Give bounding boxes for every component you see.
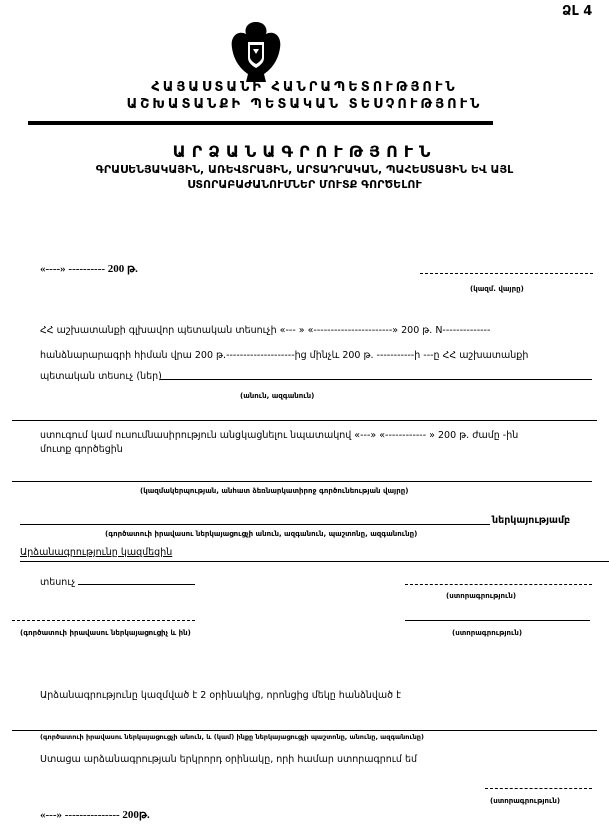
header-republic: ՀԱՅԱՍՏԱՆԻ ՀԱՆՐԱՊԵՏՈՒԹՅՈՒՆ	[151, 80, 458, 95]
copies-statement: Արձանագրությունը կազմված է 2 օրինակից, որոնցից մեկը հանձնված է	[40, 690, 401, 701]
place-caption: (կազմ. վայրը)	[470, 285, 524, 293]
final-date-line[interactable]: «---» --------------- 200թ.	[40, 809, 150, 821]
document-title: ԱՐՁԱՆԱԳՐՈՒԹՅՈՒՆ	[172, 142, 437, 161]
header-inspectorate: ԱՇԽԱՏԱՆՔԻ ՊԵՏԱԿԱՆ ՏԵՍՉՈՒԹՅՈՒՆ	[126, 97, 483, 112]
form-code: ՁԼ 4	[562, 4, 593, 19]
document-subtitle-1: ԳՐԱՍԵՆՅԱԿԱՅԻՆ, ԱՌԵՎՏՐԱՅԻՆ, ԱՐՏԱԴՐԱԿԱՆ, ՊԱՀԵՍՏԱՅԻՆ ԵՎ ԱՅԼ	[95, 163, 514, 176]
employer-rep-caption: (գործատուի իրավասու ներկայացուցիչ և ին)	[20, 629, 191, 637]
place-field[interactable]	[420, 273, 593, 274]
inspector-name-field-2[interactable]	[12, 420, 597, 421]
name-caption: (անուն, ազգանուն)	[240, 392, 315, 400]
body-line-1: ՀՀ աշխատանքի գլխավոր պետական տեսուչի «--- » «-----------------------» 200 թ. N--------------	[40, 325, 491, 336]
signature-caption-1: (ստորագրություն)	[446, 592, 517, 600]
signature-caption-2: (ստորագրություն)	[452, 629, 523, 637]
coat-of-arms-emblem	[226, 18, 286, 84]
composed-by-label: Արձանագրությունը կազմեցին	[20, 547, 173, 558]
employer-caption: (գործատուի իրավասու ներկայացուցչի անուն, ազգանուն, պաշտոնը, ազգանունը)	[105, 530, 418, 538]
date-line[interactable]: «----» ---------- 200 թ.	[40, 263, 138, 275]
employer-signature-field[interactable]	[405, 620, 590, 621]
body-line-4a: ստուգում կամ ուսումնասիրություն անցկացնելու նպատակով «---» «------------ » 200 թ. ժամը -ին	[40, 430, 519, 441]
organization-field[interactable]	[12, 481, 592, 482]
document-subtitle-2: ՍՏՈՐԱԲԱԺԱՆՈՒՄՆԵՐ ՄՈՒՏՔ ԳՈՐԾԵԼՈՒ	[187, 178, 422, 191]
composed-by-field[interactable]	[20, 561, 609, 562]
inspector-label: տեսուչ	[40, 577, 76, 588]
organization-caption: (կազմակերպության, անհատ ձեռնարկատիրոջ գործունեության վայրը)	[140, 487, 409, 495]
inspector-field[interactable]	[78, 584, 195, 585]
recipient-signature-field[interactable]	[485, 788, 592, 789]
body-line-2: հանձնարարագրի հիման վրա 200 թ.--------------------ից մինչև 200 թ. -----------ի ---ը ՀՀ աշխատանքի	[40, 350, 529, 361]
received-statement: Ստացա արձանագրության երկրորդ օրինակը, որի համար ստորագրում եմ	[40, 754, 418, 765]
copies-caption: (գործատուի իրավասու ներկայացուցչի անուն, և (կամ) ինքը ներկայացուցչի պաշտոնը, անունը, ազգանունը)	[40, 733, 424, 741]
body-line-4b: մուտք գործեցին	[40, 444, 123, 455]
header-rule	[28, 121, 493, 125]
inspector-signature-field[interactable]	[405, 584, 592, 585]
employer-field[interactable]	[20, 524, 490, 525]
employer-rep-field[interactable]	[12, 620, 195, 621]
presence-label: ներկայությամբ	[492, 515, 571, 526]
signature-caption-3: (ստորագրություն)	[490, 797, 561, 805]
body-line-3: պետական տեսուչ (ներ)	[40, 371, 162, 382]
copies-recipient-field[interactable]	[12, 730, 597, 731]
inspector-name-field[interactable]	[160, 379, 592, 380]
